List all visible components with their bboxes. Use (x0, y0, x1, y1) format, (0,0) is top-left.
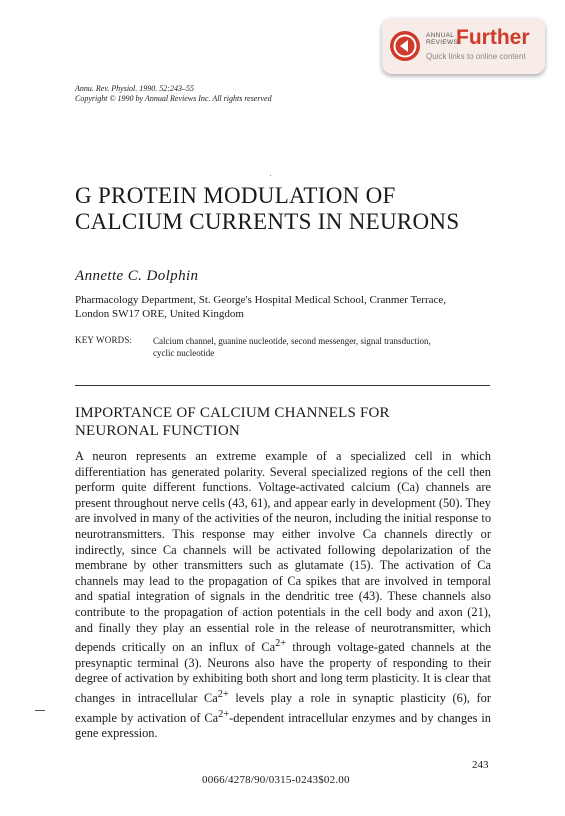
keywords-label: KEY WORDS: (75, 335, 133, 345)
article-title (75, 183, 459, 235)
margin-mark (35, 710, 45, 711)
affiliation-line-1: Pharmacology Department, St. George's Hospital Medical School, Cranmer Terrace, (75, 294, 447, 306)
body-segment-2: through voltage-gated channels at the presynaptic terminal (3). Neurons also have the property of responding to their degree of activation by exhibiting both short and long term plasticity. It is clear that changes in intracellular Ca (75, 640, 491, 706)
section-heading (75, 404, 390, 440)
journal-citation (75, 84, 272, 104)
arrow-left-icon (389, 30, 421, 62)
citation-line-1: Annu. Rev. Physiol. 1990. 52:243–55 (75, 84, 194, 93)
title-line-1: G PROTEIN MODULATION OF (75, 183, 396, 208)
section-heading-line-1: IMPORTANCE OF CALCIUM CHANNELS FOR (75, 405, 390, 421)
badge-annual-reviews (426, 32, 458, 46)
badge-annual-label: ANNUAL (426, 32, 455, 39)
superscript-charge: 2+ (275, 638, 287, 650)
affiliation-line-2: London SW17 ORE, United Kingdom (75, 308, 244, 320)
superscript-charge: 2+ (218, 708, 230, 720)
body-segment-4: -dependent intracellular enzymes and by changes in gene expression. (75, 710, 491, 741)
footer-code: 0066/4278/90/0315-0243$02.00 (202, 774, 350, 786)
author-affiliation (75, 293, 491, 321)
further-badge[interactable] (382, 18, 545, 74)
body-paragraph (75, 449, 491, 742)
badge-further-label: Further (456, 26, 530, 49)
superscript-charge: 2+ (217, 689, 229, 701)
keywords-text (153, 335, 493, 359)
title-line-2: CALCIUM CURRENTS IN NEURONS (75, 209, 460, 234)
section-divider (75, 385, 490, 386)
scan-speck (270, 175, 271, 176)
body-segment-1: A neuron represents an extreme example of a specialized cell in which differentiation has generated polarity. Several specialized regions of the cell then perform quite different functions. Voltage-activated calcium (Ca) channels are present throughout nerve cells (43, 61), and appear early in development (50). They are involved in many of the activities of the neuron, including the initial response to neurotransmitters. This response may either involve Ca channels directly or indirectly, since Ca channels will be activated following depolarization of the membrane by other transmitters such as glutamate (15). The activation of Ca channels may lead to the propagation of Ca spikes that are involved in temporal and spatial integration of signals in the dendritic tree (43). These channels also contribute to the propagation of action potentials in the cell body and axon (21), and finally they play an essential role in the release of neurotransmitter, which depends critically on an influx of Ca (75, 449, 492, 655)
page-number: 243 (472, 759, 489, 771)
keywords-line-1: Calcium channel, guanine nucleotide, second messenger, signal transduction, (153, 336, 431, 346)
citation-line-2: Copyright © 1990 by Annual Reviews Inc. All rights reserved (75, 94, 272, 103)
badge-reviews-label: REVIEWS (426, 39, 459, 46)
body-segment-3: levels play a role in synaptic plasticity (6), for example by activation of Ca (75, 691, 491, 725)
author-name: Annette C. Dolphin (75, 268, 199, 284)
keywords-line-2: cyclic nucleotide (153, 348, 215, 358)
badge-subtitle: Quick links to online content (426, 52, 526, 61)
section-heading-line-2: NEURONAL FUNCTION (75, 423, 240, 439)
